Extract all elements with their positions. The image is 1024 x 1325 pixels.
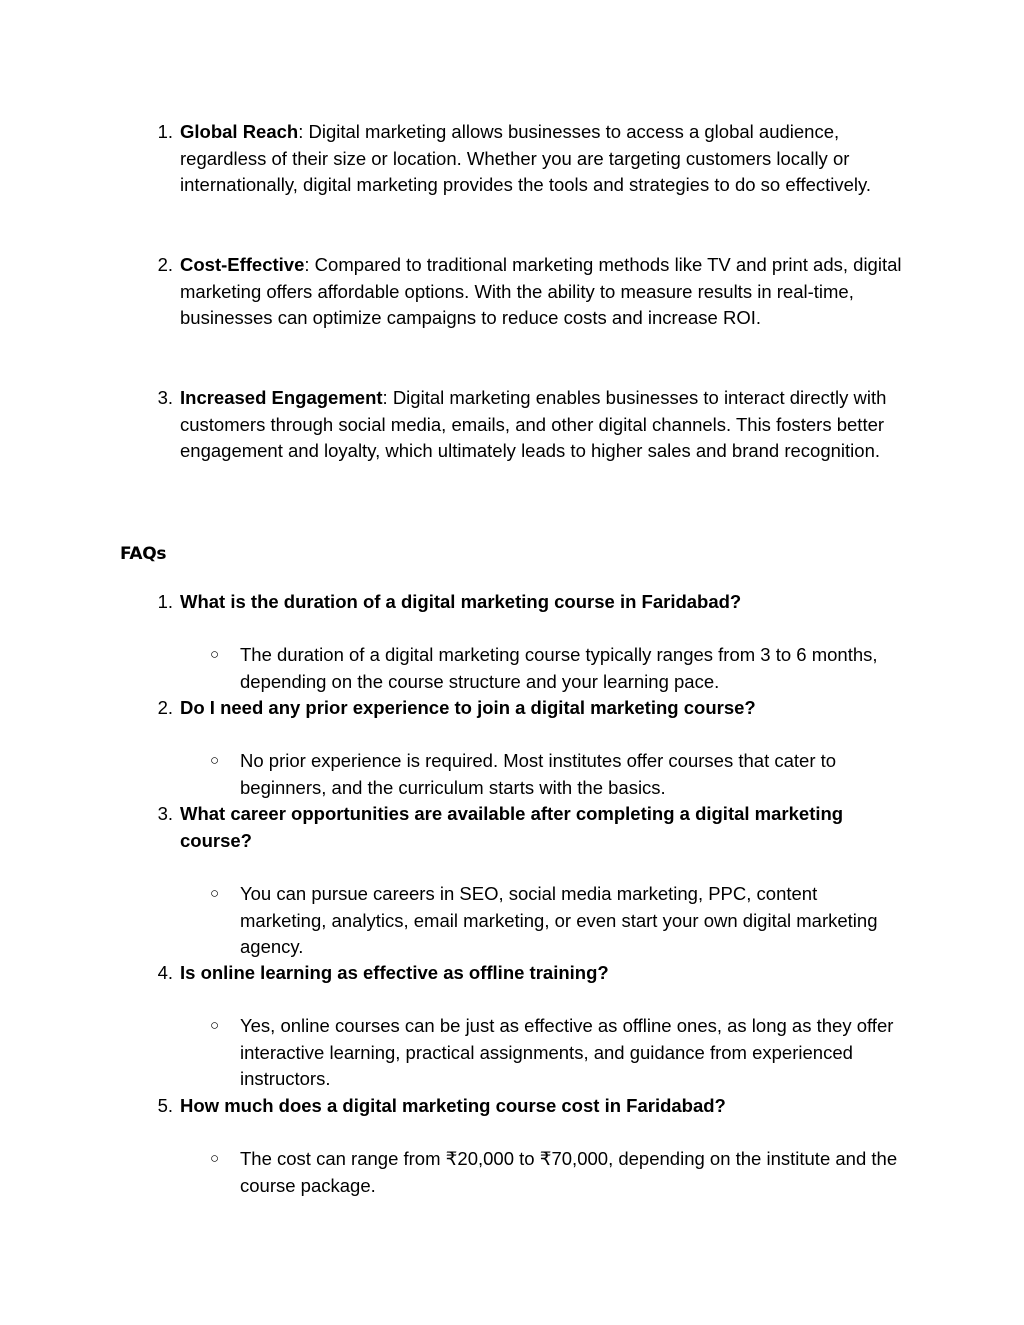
benefit-item <box>157 119 910 199</box>
list-number: 3. <box>157 387 173 408</box>
faq-question-text: Is online learning as effective as offline training? <box>180 962 609 983</box>
benefit-title: Global Reach <box>180 121 299 142</box>
faq-answer <box>210 1146 900 1199</box>
faq-answer-text: Yes, online courses can be just as effective as offline ones, as long as they offer interactive learning, practical assignments, and guidance from experienced instructors. <box>240 1015 894 1090</box>
faq-answer <box>210 881 900 961</box>
list-number: 1. <box>157 591 173 612</box>
list-number: 5. <box>157 1095 173 1116</box>
faq-answer <box>210 642 900 695</box>
list-number: 3. <box>157 803 173 824</box>
hollow-circle-bullet-icon: ○ <box>210 1017 220 1034</box>
faq-answer-text: No prior experience is required. Most institutes offer courses that cater to beginners, and the curriculum starts with the basics. <box>240 750 837 798</box>
faq-question <box>157 589 910 616</box>
faq-question-text: What career opportunities are available after completing a digital marketing course? <box>180 803 844 851</box>
benefit-item <box>157 252 910 332</box>
benefit-title: Cost-Effective <box>180 254 305 275</box>
faq-answer-text: You can pursue careers in SEO, social media marketing, PPC, content marketing, analytics, email marketing, or even start your own digital marketing agency. <box>240 883 878 958</box>
faq-answer <box>210 748 900 801</box>
hollow-circle-bullet-icon: ○ <box>210 1150 220 1167</box>
benefit-text: : Compared to traditional marketing methods like TV and print ads, digital marketing offers affordable options. With the ability to measure results in real-time, businesses can optimize campaigns to reduce costs and increase ROI. <box>180 254 902 329</box>
faq-answer-text: The cost can range from ₹20,000 to ₹70,000, depending on the institute and the course package. <box>240 1148 898 1196</box>
faq-question-text: What is the duration of a digital marketing course in Faridabad? <box>180 591 742 612</box>
hollow-circle-bullet-icon: ○ <box>210 752 220 769</box>
faq-question <box>157 1093 910 1120</box>
faq-question <box>157 801 910 854</box>
faq-answer <box>210 1013 900 1093</box>
benefit-text: : Digital marketing enables businesses to interact directly with customers through social media, emails, and other digital channels. This fosters better engagement and loyalty, which ultimately leads to higher sales and brand recognition. <box>180 387 887 462</box>
list-number: 1. <box>157 121 173 142</box>
faq-question <box>157 695 910 722</box>
benefit-title: Increased Engagement <box>180 387 383 408</box>
faq-heading: FAQs <box>120 544 167 564</box>
benefit-item <box>157 385 910 465</box>
benefit-text: : Digital marketing allows businesses to access a global audience, regardless of their size or location. Whether you are targeting customers locally or internationally, digital marketing provides the tools and strategies to do so effectively. <box>180 121 872 196</box>
list-number: 2. <box>157 697 173 718</box>
hollow-circle-bullet-icon: ○ <box>210 646 220 663</box>
faq-question-text: Do I need any prior experience to join a digital marketing course? <box>180 697 756 718</box>
list-number: 2. <box>157 254 173 275</box>
faq-question <box>157 960 910 987</box>
faq-question-text: How much does a digital marketing course cost in Faridabad? <box>180 1095 726 1116</box>
list-number: 4. <box>157 962 173 983</box>
faq-answer-text: The duration of a digital marketing course typically ranges from 3 to 6 months, depending on the course structure and your learning pace. <box>240 644 878 692</box>
hollow-circle-bullet-icon: ○ <box>210 885 220 902</box>
